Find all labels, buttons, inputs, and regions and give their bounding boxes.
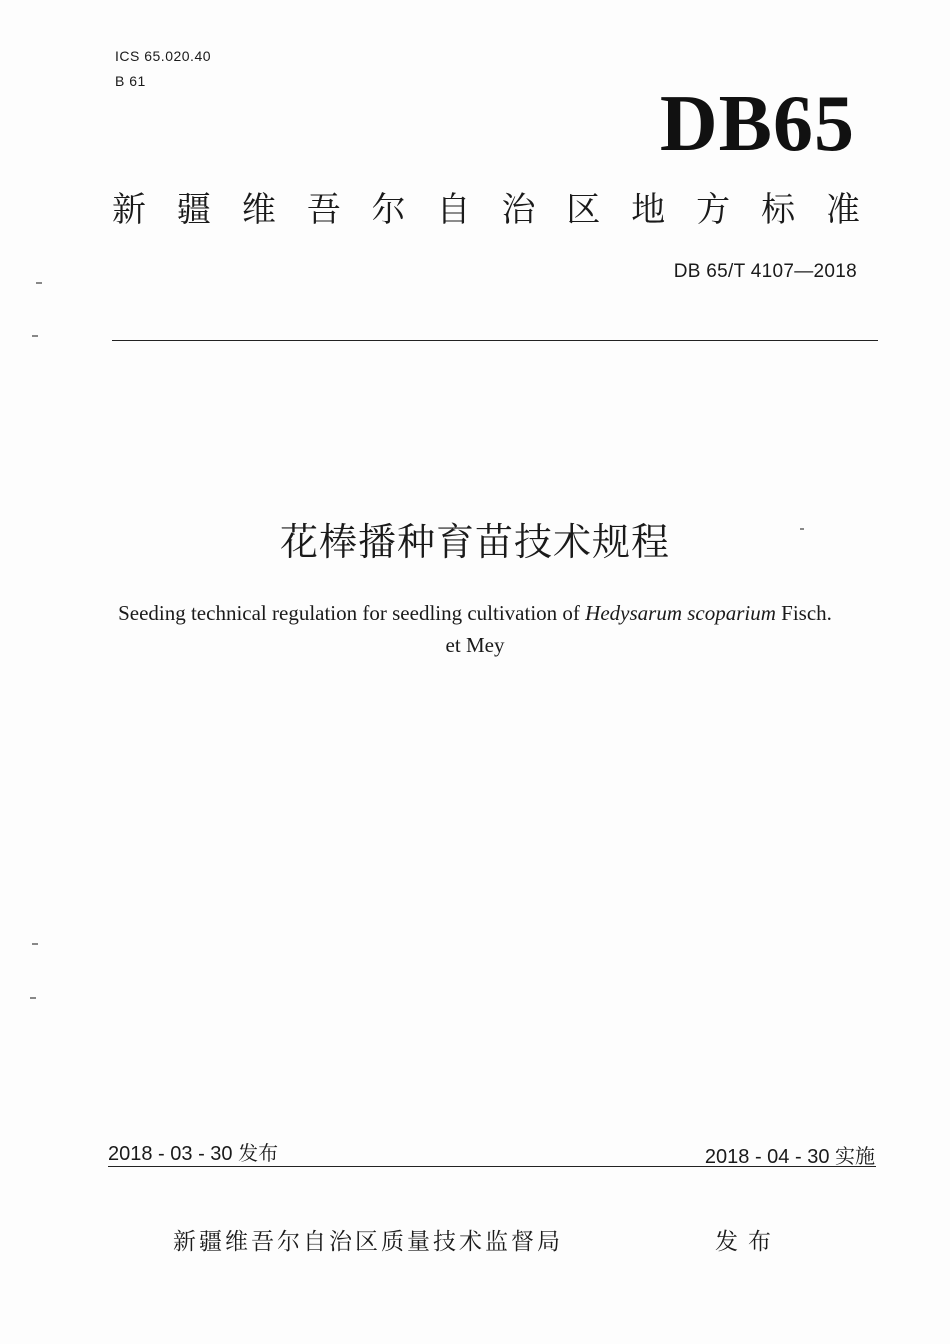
standard-number: DB 65/T 4107—2018 (673, 261, 857, 282)
scan-speck (30, 997, 36, 999)
issue-date: 2018 - 03 - 30 (108, 1143, 233, 1165)
english-title-line2: et Mey (445, 633, 505, 657)
standard-type-char: 吾 (306, 190, 341, 230)
issuing-authority: 新疆维吾尔自治区质量技术监督局 (173, 1229, 563, 1255)
scan-speck (32, 335, 38, 337)
standard-type-char: 地 (631, 190, 666, 230)
english-title-suffix: Fisch. (775, 601, 832, 625)
english-title-prefix: Seeding technical regulation for seedling cultivation of (118, 601, 586, 625)
header-divider (112, 340, 878, 341)
document-title-english (80, 597, 870, 661)
issue-label: 发布 (238, 1141, 279, 1165)
standard-type-char: 方 (696, 190, 731, 230)
standard-type-char: 治 (501, 190, 536, 230)
english-title-species: Hedysarum scoparium (585, 601, 776, 625)
implement-date: 2018 - 04 - 30 (704, 1146, 830, 1168)
standard-type-char: 尔 (371, 190, 406, 230)
standard-logo: DB65 (659, 80, 855, 168)
standard-type-char: 自 (436, 190, 471, 230)
scan-speck (36, 282, 42, 284)
standard-type-char: 准 (825, 190, 860, 230)
issue-date-block (108, 1140, 278, 1167)
footer-divider (108, 1166, 876, 1167)
standard-type-char: 区 (566, 190, 601, 230)
implement-label: 实施 (835, 1144, 875, 1168)
standard-type-char: 新 (112, 190, 146, 230)
standard-type-char: 疆 (176, 190, 211, 230)
classification-code: B 61 (115, 73, 146, 89)
standard-type-heading (112, 186, 860, 234)
issuer-action: 发布 (715, 1229, 781, 1255)
scan-speck (32, 943, 38, 945)
document-title-chinese: 花棒播种育苗技术规程 (279, 520, 670, 564)
standard-type-char: 维 (241, 190, 276, 230)
standard-type-char: 标 (761, 190, 796, 230)
ics-code: ICS 65.020.40 (115, 48, 212, 64)
scan-speck (800, 528, 804, 530)
